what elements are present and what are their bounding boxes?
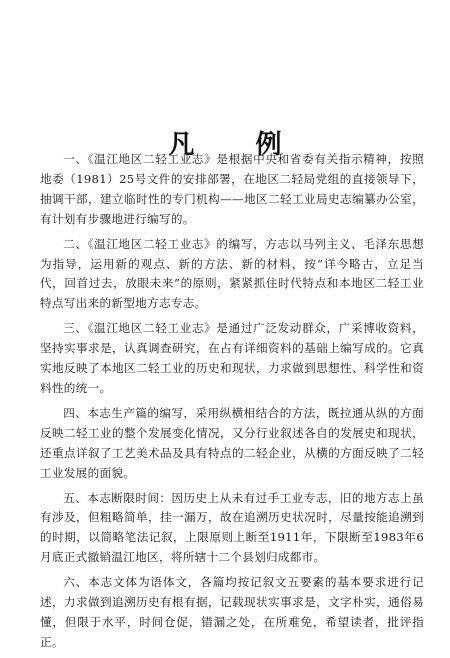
page-title: 凡 例: [168, 130, 308, 160]
paragraph-1: 一、《温江地区二轻工业志》是根据中央和省委有关指示精神，按照地委（1981）25号文件的安排部署，在地区二轻局党组的直接领导下，抽调干部，建立临时性的专门机构——地区二轻工业局史志编纂办公室，有计划有步骤地进行编写的。: [40, 152, 424, 226]
paragraph-6: 六、本志文体为语体文，各篇均按记叙文五要素的基本要求进行记述，力求做到追溯历史有根有据，记载现状实事求是，文字朴实，通俗易懂，但限于水平，时间仓促，错漏之处，在所难免，希望读者，批评指正。: [40, 575, 424, 649]
body-text: [40, 150, 424, 658]
paragraph-5: 五、本志断限时间：因历史上从未有过手工业专志，旧的地方志上虽有涉及，但粗略简单，挂一漏万，故在追溯历史状况时，尽量按能追溯到的时期，以简略笔法记叙，上限原则上断至1911年，下限断至1983年6月底正式撤销温江地区，将所辖十二个县划归成都市。: [40, 490, 424, 565]
paragraph-4: 四、本志生产篇的编写，采用纵横相结合的方法，既拉通从纵的方面反映二轻工业的整个发展变化情况，又分行业叙述各自的发展史和现状，还重点详叙了工艺美术品及具有特点的二轻企业，从横的方面反映了二轻工业发展的面貌。: [40, 405, 424, 480]
paragraph-3: 三、《温江地区二轻工业志》是通过广泛发动群众，广采博收资料，坚持实事求是，认真调查研究，在占有详细资料的基础上编写成的。它真实地反映了本地区二轻工业的历史和现状，力求做到思想性、科学性和资料性的统一。: [40, 321, 424, 395]
paragraph-2: 二、《温江地区二轻工业志》的编写，方志以马列主义、毛泽东思想为指导，运用新的观点、新的方法、新的材料，按“详今略古，立足当代，回首过去，放眼未来”的原则，紧紧抓住时代特点和本地区二轻工业特点写出来的新型地方志专志。: [40, 236, 424, 311]
